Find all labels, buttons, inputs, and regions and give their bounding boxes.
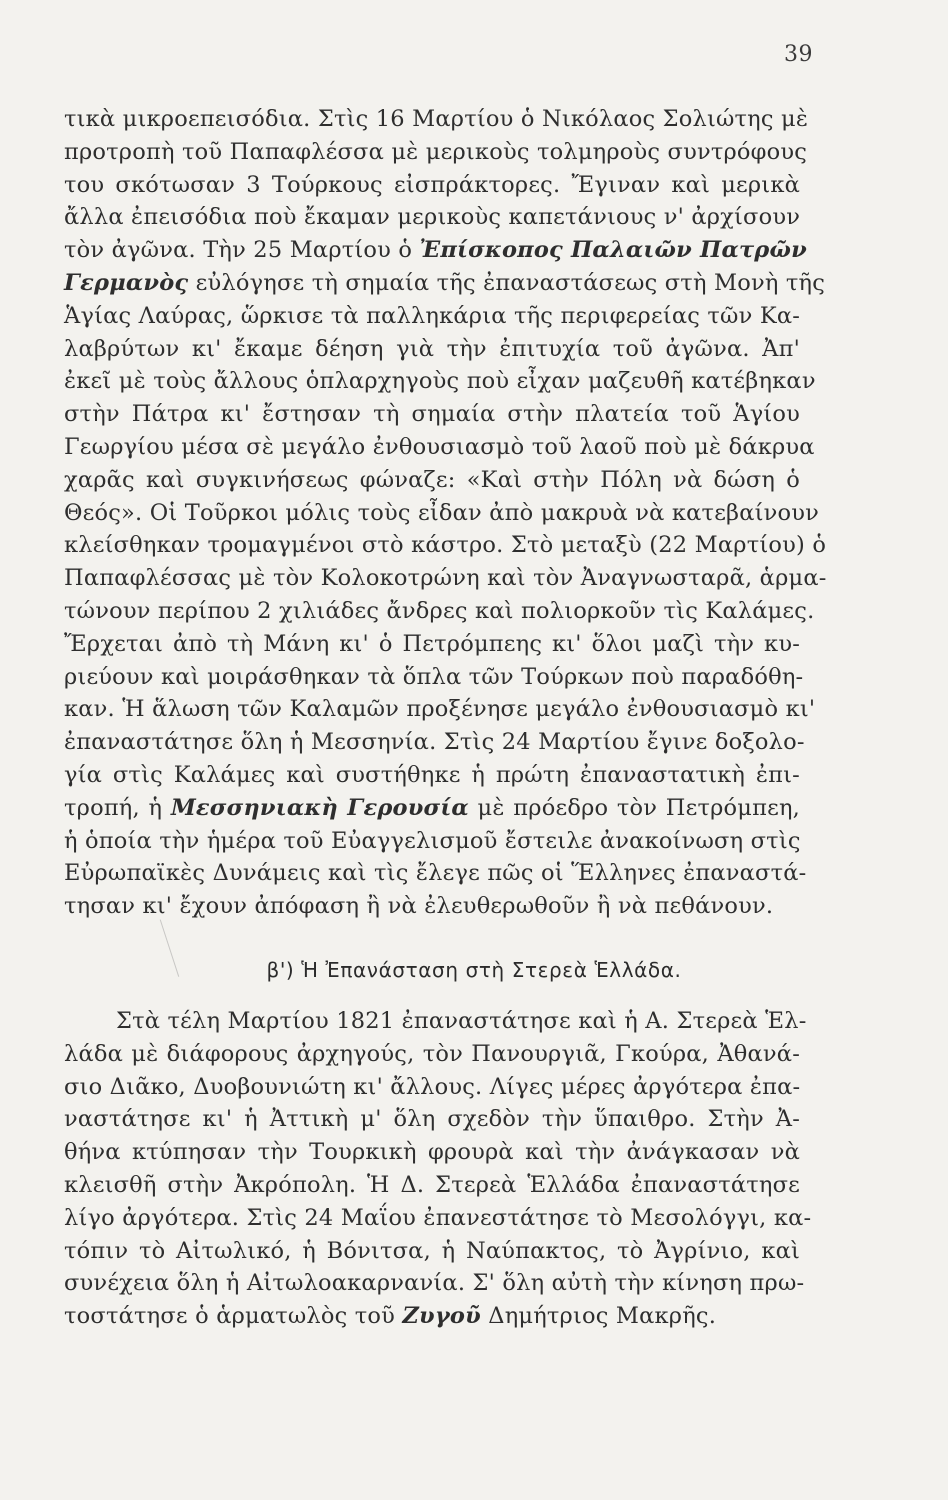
text-line: προτροπὴ τοῦ Παπαφλέσσα μὲ μερικοὺς τολμηροὺς συντρόφους	[64, 138, 808, 165]
text-line: Παπαφλέσσας μὲ τὸν Κολοκοτρώνη καὶ τὸν Ἀναγνωσταρᾶ, ἁρμα-	[64, 565, 827, 592]
text-line: χαρᾶς καὶ συγκινήσεως φώναζε: «Καὶ στὴν Πόλη νὰ δώση ὁ	[64, 466, 800, 493]
text-line: ἄλλα ἐπεισόδια ποὺ ἔκαμαν μερικοὺς καπετάνιους ν' ἀρχίσουν	[64, 204, 801, 231]
text-fragment: τοστάτησε ὁ ἁρματωλὸς τοῦ	[64, 1303, 403, 1330]
text-line: Ἔρχεται ἀπὸ τὴ Μάνη κι' ὁ Πετρόμπεης κι' ὅλοι μαζὶ τὴν κυ-	[64, 630, 800, 657]
text-line: λαβρύτων κι' ἔκαμε δέηση γιὰ τὴν ἐπιτυχία τοῦ ἀγῶνα. Ἀπ'	[64, 335, 800, 362]
text-line: λίγο ἀργότερα. Στὶς 24 Μαΐου ἐπανεστάτησε τὸ Μεσολόγγι, κα-	[64, 1204, 812, 1231]
text-line: Θεός». Οἱ Τοῦρκοι μόλις τοὺς εἶδαν ἀπὸ μακρυὰ νὰ κατεβαίνουν	[64, 499, 820, 526]
text-line: κλεισθῆ στὴν Ἀκρόπολη. Ἡ Δ. Στερεὰ Ἑλλάδα ἐπαναστάτησε	[64, 1171, 800, 1198]
text-line: τικὰ μικροεπεισόδια. Στὶς 16 Μαρτίου ὁ Νικόλαος Σολιώτης μὲ	[64, 106, 809, 132]
section-heading: β') Ἡ Ἐπανάσταση στὴ Στερεὰ Ἑλλάδα.	[266, 958, 682, 982]
text-line: ἐπαναστάτησε ὅλη ἡ Μεσσηνία. Στὶς 24 Μαρτίου ἔγινε δοξολο-	[64, 729, 805, 756]
text-fragment: τὸν ἀγῶνα. Τὴν 25 Μαρτίου ὁ	[64, 237, 420, 264]
text-fragment: Δημήτριος Μακρῆς.	[480, 1303, 717, 1330]
text-line: στὴν Πάτρα κι' ἔστησαν τὴ σημαία στὴν πλατεία τοῦ Ἁγίου	[64, 401, 800, 428]
text-line: τησαν κι' ἔχουν ἀπόφαση ἢ νὰ ἐλευθερωθοῦν ἢ νὰ πεθάνουν.	[64, 893, 774, 920]
emphasized-name: Ζυγοῦ	[402, 1303, 481, 1330]
text-line: θήνα κτύπησαν τὴν Τουρκικὴ φρουρὰ καὶ τὴν ἀνάγκασαν νὰ	[64, 1139, 800, 1166]
text-line: ναστάτησε κι' ἡ Ἀττικὴ μ' ὅλη σχεδὸν τὴν ὕπαιθρο. Στὴν Ἀ-	[64, 1106, 800, 1133]
text-line: τώνουν περίπου 2 χιλιάδες ἄνδρες καὶ πολιορκοῦν τὶς Καλάμες.	[64, 597, 815, 624]
paragraph-2	[64, 1005, 812, 1333]
text-line: λάδα μὲ διάφορους ἀρχηγούς, τὸν Πανουργιᾶ, Γκούρα, Ἀθανά-	[64, 1040, 800, 1067]
text-line: Στὰ τέλη Μαρτίου 1821 ἐπαναστάτησε καὶ ἡ Α. Στερεὰ Ἑλ-	[116, 1008, 807, 1034]
text-line: ἡ ὁποία τὴν ἡμέρα τοῦ Εὐαγγελισμοῦ ἔστειλε ἀνακοίνωση στὶς	[64, 827, 801, 854]
text-line	[64, 234, 807, 267]
text-line: Εὐρωπαϊκὲς Δυνάμεις καὶ τὶς ἔλεγε πῶς οἱ Ἕλληνες ἐπαναστά-	[64, 860, 807, 887]
text-line: ριεύουν καὶ μοιράσθηκαν τὰ ὅπλα τῶν Τούρκων ποὺ παραδόθη-	[64, 663, 804, 690]
text-line: Ἁγίας Λαύρας, ὥρκισε τὰ παλληκάρια τῆς περιφερείας τῶν Κα-	[64, 302, 801, 329]
emphasized-name: Γερμανὸς	[64, 269, 189, 296]
text-fragment: τροπή, ἡ	[64, 794, 171, 821]
text-fragment: μὲ πρόεδρο τὸν Πετρόμπεη,	[468, 794, 800, 821]
emphasized-name: Ἐπίσκοπος Παλαιῶν Πατρῶν	[419, 237, 807, 264]
text-line: γία στὶς Καλάμες καὶ συστήθηκε ἡ πρώτη ἐπαναστατικὴ ἐπι-	[64, 761, 800, 788]
text-line	[64, 267, 826, 300]
text-line: σιο Διᾶκο, Δυοβουνιώτη κι' ἄλλους. Λίγες μέρες ἀργότερα ἐπα-	[64, 1073, 801, 1100]
paragraph-1	[64, 103, 827, 923]
text-line: συνέχεια ὅλη ἡ Αἰτωλοακαρνανία. Σ' ὅλη αὐτὴ τὴν κίνηση πρω-	[64, 1270, 805, 1297]
text-line: καν. Ἡ ἅλωση τῶν Καλαμῶν προξένησε μεγάλο ἐνθουσιασμὸ κι'	[64, 696, 816, 723]
text-line	[64, 1300, 800, 1333]
text-line: του σκότωσαν 3 Τούρκους εἰσπράκτορες. Ἔγιναν καὶ μερικὰ	[64, 171, 800, 198]
page-number: 39	[784, 42, 813, 67]
text-line: Γεωργίου μέσα σὲ μεγάλο ἐνθουσιασμὸ τοῦ λαοῦ ποὺ μὲ δάκρυα	[64, 433, 815, 460]
text-line: τόπιν τὸ Αἰτωλικό, ἡ Βόνιτσα, ἡ Ναύπακτος, τὸ Ἀγρίνιο, καὶ	[64, 1237, 800, 1264]
text-line: ἐκεῖ μὲ τοὺς ἄλλους ὁπλαρχηγοὺς ποὺ εἶχαν μαζευθῆ κατέβηκαν	[64, 368, 816, 395]
text-line	[64, 792, 800, 825]
text-line: κλείσθηκαν τρομαγμένοι στὸ κάστρο. Στὸ μεταξὺ (22 Μαρτίου) ὁ	[64, 532, 827, 559]
emphasized-name: Μεσσηνιακὴ Γερουσία	[170, 794, 469, 821]
text-fragment: εὐλόγησε τὴ σημαία τῆς ἐπαναστάσεως στὴ Μονὴ τῆς	[188, 269, 826, 296]
